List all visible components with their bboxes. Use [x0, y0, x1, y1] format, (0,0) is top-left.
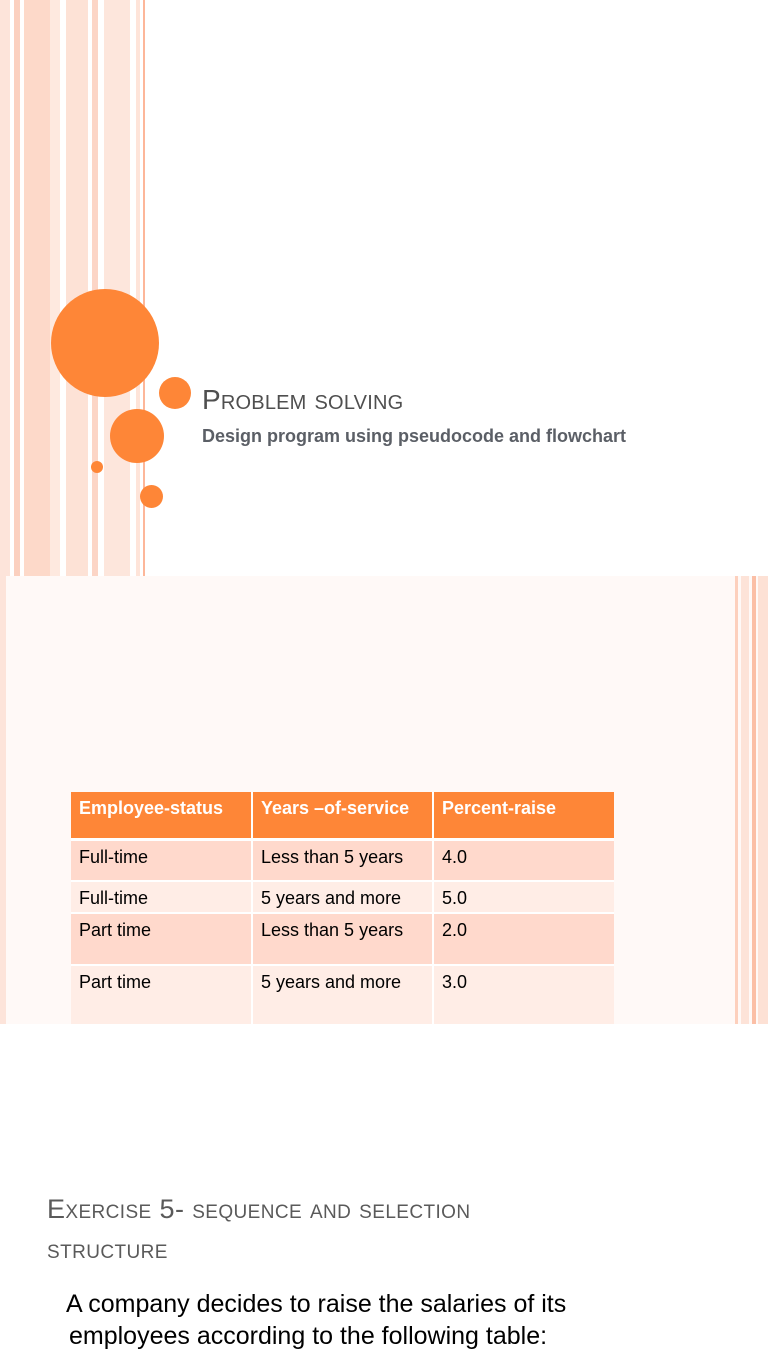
description-line: A company decides to raise the salaries of its: [66, 1290, 567, 1318]
table-cell: 5 years and more: [252, 965, 433, 1025]
decorative-stripe: [104, 0, 130, 576]
decorative-circle: [51, 289, 159, 397]
decorative-stripe: [735, 576, 738, 1024]
decorative-stripe: [0, 0, 10, 576]
table-cell: 2.0: [433, 913, 614, 965]
table-row: [71, 965, 614, 1025]
table-cell: 5.0: [433, 881, 614, 913]
exercise-title-line: Exercise 5- sequence and selection: [47, 1194, 471, 1224]
decorative-stripe: [92, 0, 98, 576]
description-line: employees according to the following table:: [69, 1322, 548, 1350]
column-header-years-of-service: Years –of-service: [252, 792, 433, 839]
exercise-title-line: structure: [47, 1234, 168, 1264]
decorative-circle: [110, 409, 164, 463]
decorative-circle: [140, 485, 163, 508]
column-header-percent-raise: Percent-raise: [433, 792, 614, 839]
table-cell: Less than 5 years: [252, 913, 433, 965]
table-cell: 5 years and more: [252, 881, 433, 913]
salary-raise-table: [71, 792, 614, 1026]
column-header-employee-status: Employee-status: [71, 792, 252, 839]
table-row: [71, 839, 614, 881]
decorative-stripe: [66, 0, 88, 576]
decorative-stripe: [24, 0, 50, 576]
table-cell: Part time: [71, 913, 252, 965]
table-cell: Part time: [71, 965, 252, 1025]
decorative-stripe: [752, 576, 756, 1024]
table-header-row: [71, 792, 614, 839]
decorative-stripe: [741, 576, 749, 1024]
table-cell: 3.0: [433, 965, 614, 1025]
decorative-stripe: [758, 576, 768, 1024]
decorative-circle: [91, 461, 103, 473]
table-cell: Full-time: [71, 839, 252, 881]
exercise-title: [47, 1189, 667, 1269]
slide-title: Problem solving: [202, 384, 404, 415]
decorative-stripe: [136, 0, 140, 576]
decorative-stripe: [14, 0, 20, 576]
title-slide: [0, 0, 768, 576]
table-cell: Full-time: [71, 881, 252, 913]
decorative-stripe: [50, 0, 60, 576]
decorative-stripe: [0, 576, 6, 1024]
slide-subtitle: Design program using pseudocode and flowchart: [202, 426, 627, 446]
table-row: [71, 881, 614, 913]
decorative-circle: [159, 377, 191, 409]
exercise-description: [66, 1288, 666, 1352]
table-cell: Less than 5 years: [252, 839, 433, 881]
table-row: [71, 913, 614, 965]
table-cell: 4.0: [433, 839, 614, 881]
